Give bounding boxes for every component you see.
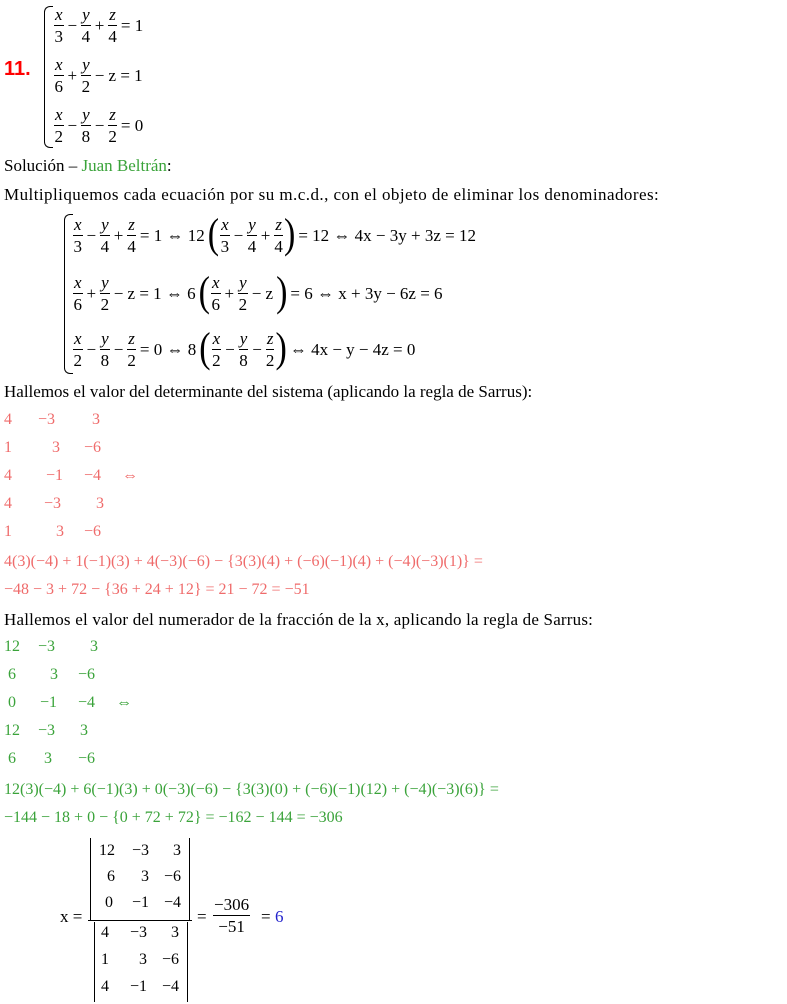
result-equals-1: = xyxy=(197,907,207,926)
det-calc-line-1: 4(3)(−4) + 1(−1)(3) + 4(−3)(−6) − {3(3)(4) + (−6)(−1)(4) + (−4)(−3)(1)} = xyxy=(4,553,483,570)
den-det-row-2: 1 3 −6 xyxy=(101,951,179,968)
det-row-4: 4 −3 3 xyxy=(4,495,104,512)
solution-label: Solución – Juan Beltrán: xyxy=(4,156,172,175)
transformed-eq-3: $\frac{x}{2}$ − $\frac{y}{8}$ − $\frac{z}{2}$ = 0 ⇔ 8 ( $\frac{x}{2}$ − $\frac{y}{8}$ − $\frac{z}{2}$ ) ⇔ 4x − y − 4z = 0 xyxy=(73,325,416,372)
numerator-determinant xyxy=(90,838,190,920)
equivalence-arrow: ⇔ xyxy=(122,467,138,484)
num-det-row-3: 0 −1 −4 xyxy=(105,894,181,911)
result-fraction-numerator: −306 xyxy=(214,895,250,914)
result-fraction-denominator: −51 xyxy=(218,917,245,936)
num-row-5: 6 3 −6 xyxy=(8,750,96,767)
author-name: Juan Beltrán xyxy=(81,156,167,175)
num-row-4: 12 −3 3 xyxy=(4,722,88,739)
problem-number: 11. xyxy=(4,58,31,80)
det-row-3: 4 −1 −4 ⇔ xyxy=(4,467,138,484)
transformed-eq-2: $\frac{x}{6}$ + $\frac{y}{2}$ − z = 1 ⇔ 6 ( $\frac{x}{6}$ + $\frac{y}{2}$ − z ) = 6 ⇔ x + 3y − 6z = 6 xyxy=(73,269,443,316)
system-eq-2: $\frac{x}{6}$ + $\frac{y}{2}$ − z = 1 xyxy=(54,55,143,96)
result-var: x = xyxy=(60,907,83,926)
result-equals-2: = xyxy=(261,907,271,926)
num-det-row-2: 6 3 −6 xyxy=(107,868,181,885)
den-det-row-1: 4 −3 3 xyxy=(101,924,179,941)
result-answer: 6 xyxy=(275,907,284,926)
det-row-2: 1 3 −6 xyxy=(4,439,102,456)
result-fraction xyxy=(212,896,251,935)
det-sarrus-table xyxy=(4,411,144,551)
den-det-row-3: 4 −1 −4 xyxy=(101,978,179,995)
num-calc-line-1: 12(3)(−4) + 6(−1)(3) + 0(−3)(−6) − {3(3)(0) + (−6)(−1)(12) + (−4)(−3)(6)} = xyxy=(4,781,499,798)
num-row-3: 0 −1 −4 ⇔ xyxy=(8,694,132,711)
transformed-eq-1: $\frac{x}{3}$ − $\frac{y}{4}$ + $\frac{z}{4}$ = 1 ⇔ 12 ( $\frac{x}{3}$ − $\frac{y}{4}$ + $\frac{z}{4}$ ) = 12 ⇔ 4x − 3y + 3z = 12 xyxy=(73,211,476,258)
denominator-determinant xyxy=(94,922,188,1002)
det-row-1: 4 −3 3 xyxy=(4,411,100,428)
intro-text: Multipliquemos cada ecuación por su m.c.d., con el objeto de eliminar los denominadores: xyxy=(4,185,660,204)
num-det-row-1: 12 −3 3 xyxy=(99,842,181,859)
system-eq-1: $\frac{x}{3}$ − $\frac{y}{4}$ + $\frac{z}{4}$ = 1 xyxy=(54,5,144,46)
det-row-5: 1 3 −6 xyxy=(4,523,102,540)
system-brace xyxy=(44,6,53,148)
det-calc-line-2: −48 − 3 + 72 − {36 + 24 + 12} = 21 − 72 = −51 xyxy=(4,581,310,598)
num-sarrus-table xyxy=(4,638,144,778)
num-calc-line-2: −144 − 18 + 0 − {0 + 72 + 72} = −162 − 144 = −306 xyxy=(4,809,343,826)
equivalence-arrow-2: ⇔ xyxy=(116,694,132,711)
det-heading: Hallemos el valor del determinante del sistema (aplicando la regla de Sarrus): xyxy=(4,382,533,401)
system-eq-3: $\frac{x}{2}$ − $\frac{y}{8}$ − $\frac{z}{2}$ = 0 xyxy=(54,105,144,146)
num-heading: Hallemos el valor del numerador de la fracción de la x, aplicando la regla de Sarrus: xyxy=(4,610,594,629)
fraction-bar xyxy=(88,920,192,921)
num-row-1: 12 −3 3 xyxy=(4,638,98,655)
num-row-2: 6 3 −6 xyxy=(8,666,96,683)
